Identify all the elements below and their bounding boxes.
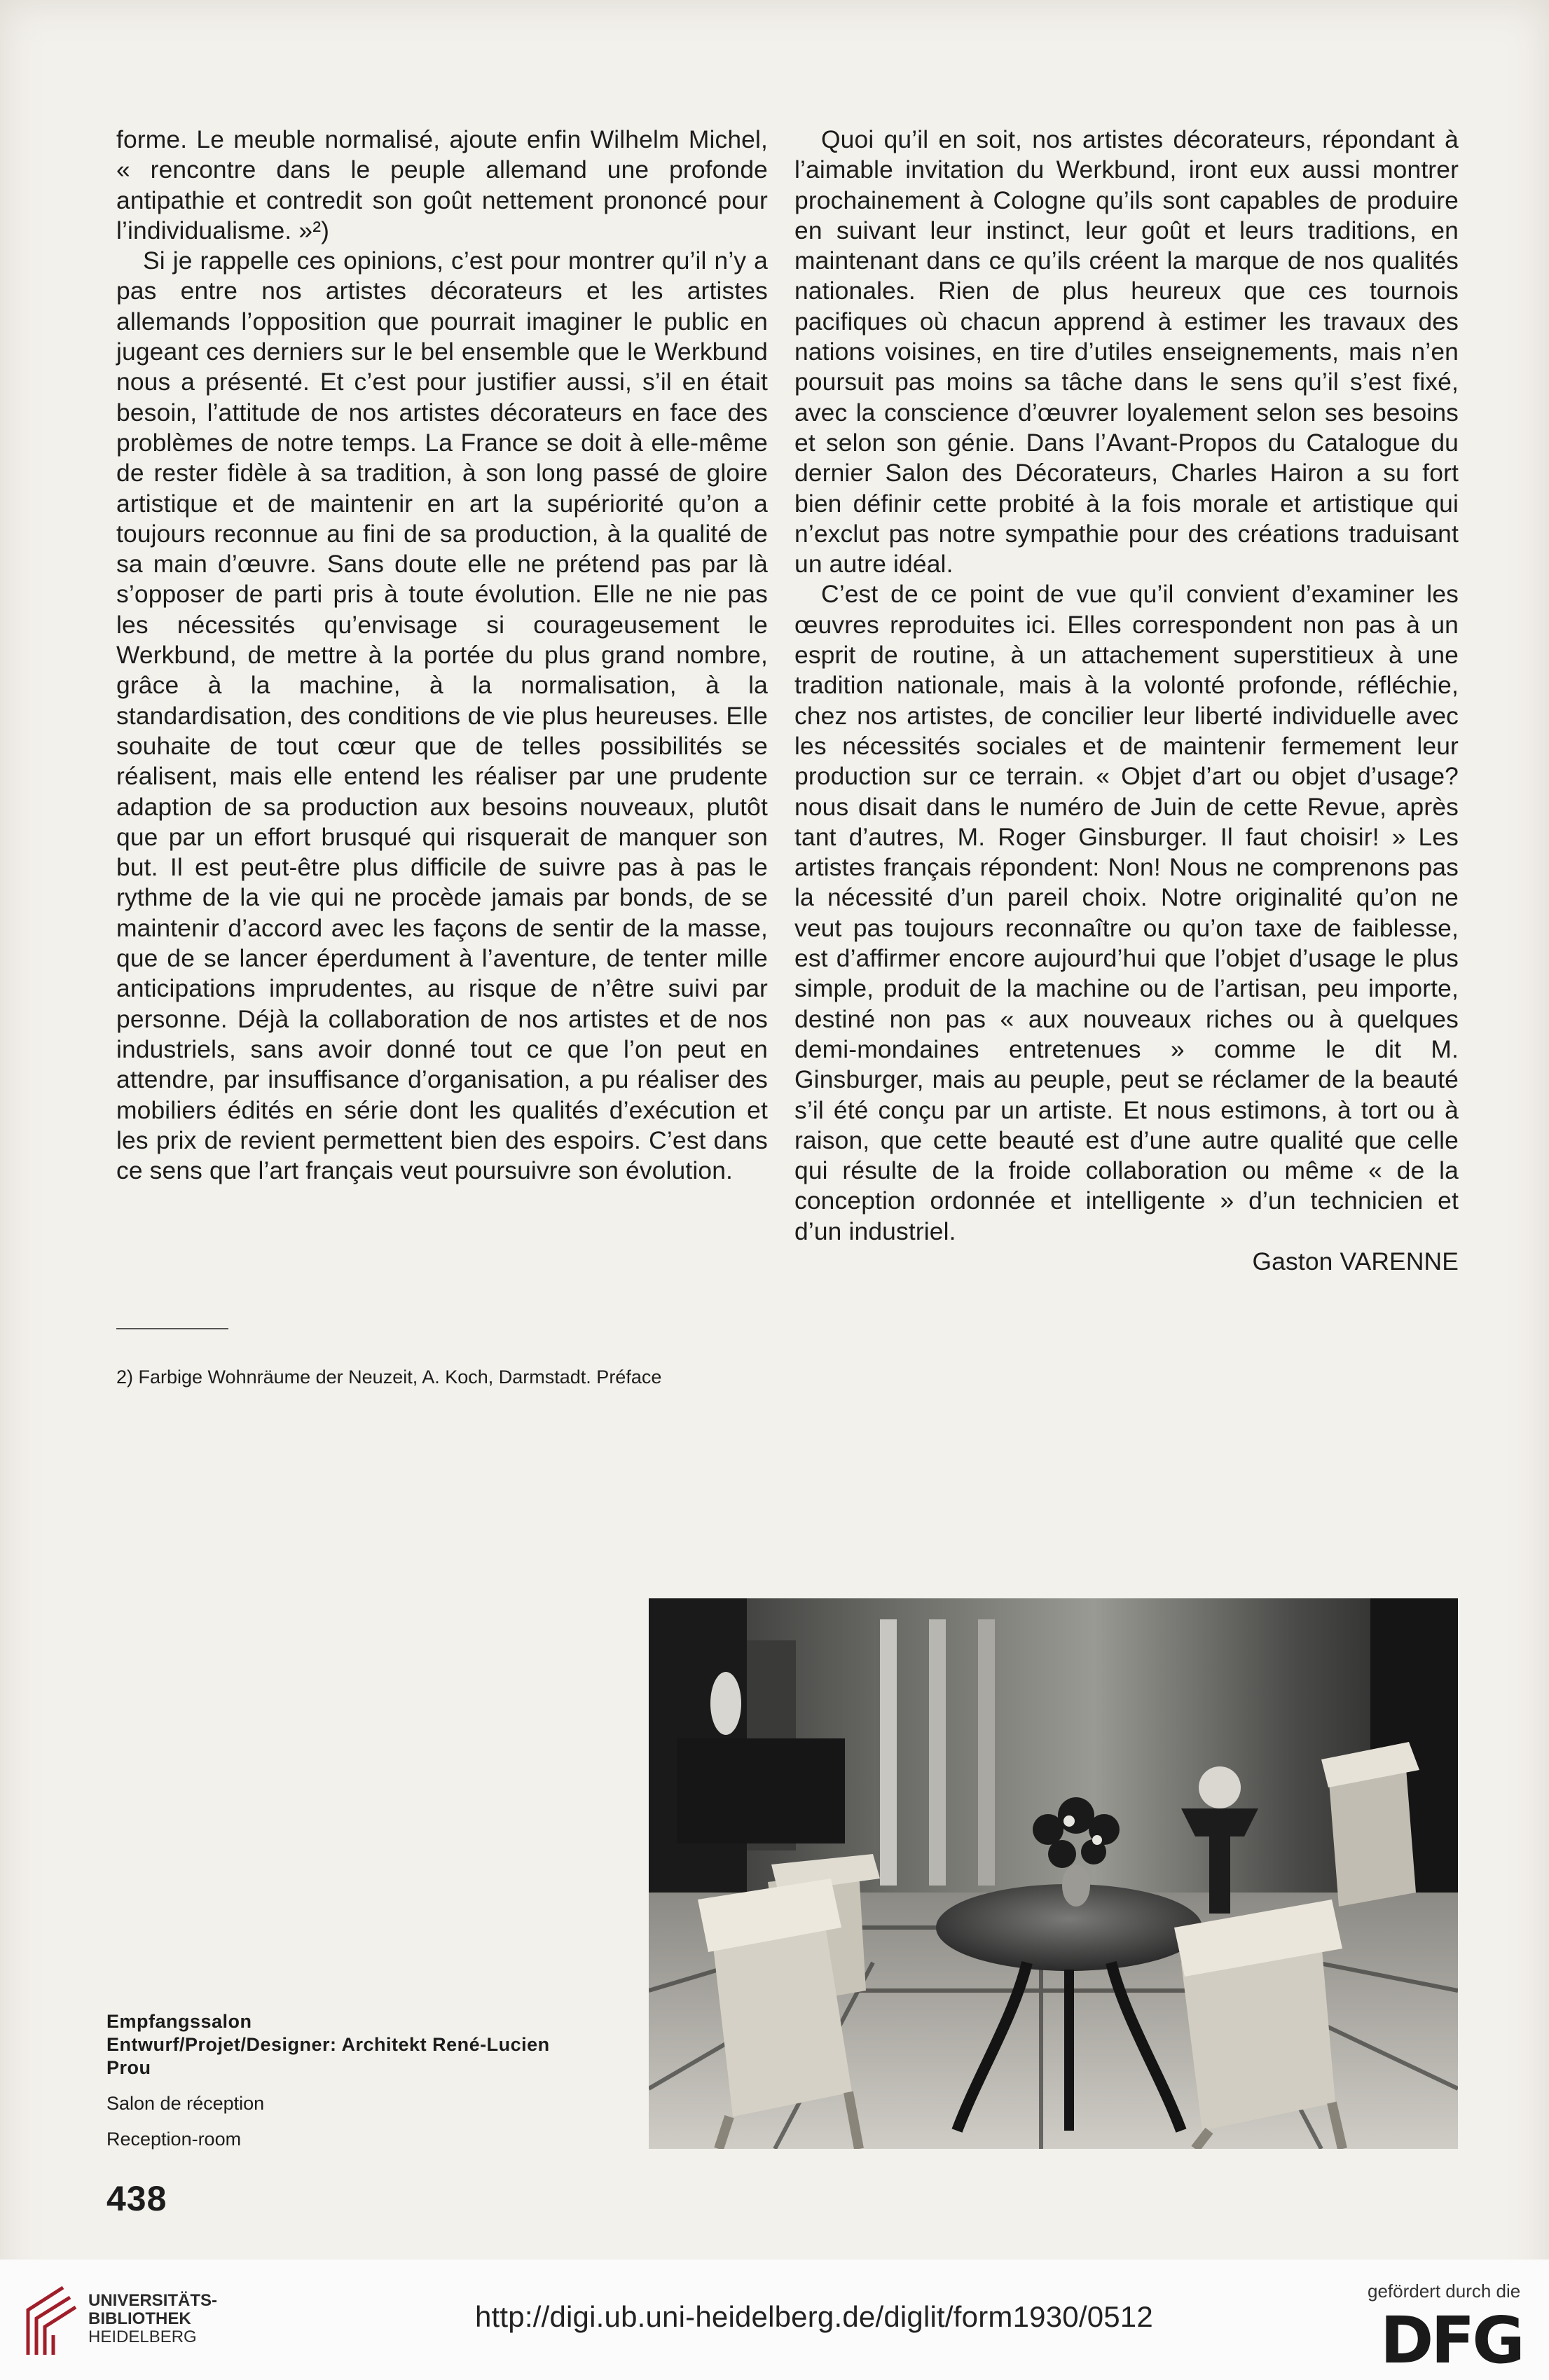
author-signature: Gaston VARENNE xyxy=(1252,1247,1459,1275)
figure-caption xyxy=(106,2010,597,2151)
funding-label: gefördert durch die xyxy=(1368,2281,1521,2302)
article-paragraph: Quoi qu’il en soit, nos artistes décorateurs, répondant à l’aimable invitation du Werkbund, iront eux aussi montrer prochainement à Cologne qu’ils sont capables de produire en suivant leur instinct, leur goût et leurs traditions, en maintenant dans ce qu’ils créent la marque de nos qualités nationales. Rien de plus heureux que ces tournois pacifiques où chacun apprend à estimer les travaux des nations voisines, en tire d’utiles enseignements, mais n’en poursuit pas moins sa tâche dans le sens qu’il s’est fixé, avec la conscience d’œuvrer loyalement selon ses besoins et selon son génie. Dans l’Avant-Propos du Catalogue du dernier Salon des Décorateurs, Charles Hairon a su fort bien définir cette probité à la fois morale et artistique qui n’exclut pas notre sympathie pour des créations traduisant un autre idéal. xyxy=(794,125,1459,579)
university-library-logo-icon xyxy=(14,2282,78,2359)
caption-french: Salon de réception xyxy=(106,2093,265,2114)
caption-designer: Entwurf/Projet/Designer: Architekt René-Lucien Prou xyxy=(106,2034,550,2078)
article-paragraph: C’est de ce point de vue qu’il convient d’examiner les œuvres reproduites ici. Elles correspondent non pas à un esprit de routine, à un attachement superstitieux à une tradition nationale, mais à la volonté profonde, réfléchie, chez nos artistes, de concilier leur liberté individuelle avec les nécessités sociales et de maintenir fermement leur production sur ce terrain. « Objet d’art ou objet d’usage? nous disait dans le numéro de Juin de cette Revue, après tant d’autres, M. Roger Ginsburger. Il faut choisir! » Les artistes français répondent: Non! Nous ne comprenons pas la nécessité d’un pareil choix. Notre originalité qu’on ne veut pas toujours reconnaître ou qu’on taxe de faiblesse, est d’affirmer encore aujourd’hui que l’objet d’usage le plus simple, produit de la machine ou de l’artisan, peu importe, destiné non pas « aux nouveaux riches ou à quelques demi-mondaines entretenues » comme le dit M. Ginsburger, mais au peuple, peut se réclamer de la beauté s’il été conçu par un artiste. Et nous estimons, à tort ou à raison, que cette beauté est d’une autre qualité que celle qui résulte de la froide collaboration ou même « de la conception ordonnée et intelligente » d’un technicien et d’un industriel. xyxy=(794,580,1459,1245)
library-name-line: UNIVERSITÄTS- xyxy=(88,2291,218,2310)
university-library-name xyxy=(88,2292,217,2346)
reception-room-illustration xyxy=(649,1598,1458,2149)
caption-english: Reception-room xyxy=(106,2129,242,2150)
reception-room-photograph xyxy=(649,1598,1458,2149)
footnote: 2) Farbige Wohnräume der Neuzeit, A. Koch, Darmstadt. Préface xyxy=(116,1367,662,1388)
article-paragraph: forme. Le meuble normalisé, ajoute enfin Wilhelm Michel, « rencontre dans le peuple allemand une profonde antipathie et contredit son goût nettement prononcé pour l’individualisme. »²) xyxy=(116,125,768,244)
caption-title: Empfangssalon xyxy=(106,2011,252,2032)
library-name-line: BIBLIOTHEK xyxy=(88,2309,191,2328)
dfg-logo: DFG xyxy=(1380,2303,1522,2378)
source-url-link[interactable]: http://digi.ub.uni-heidelberg.de/diglit/form1930/0512 xyxy=(475,2300,1153,2333)
article-column-left xyxy=(116,125,768,1186)
page-number: 438 xyxy=(106,2179,167,2218)
library-name-line: HEIDELBERG xyxy=(88,2327,197,2346)
footnote-divider xyxy=(116,1328,228,1329)
article-paragraph: Si je rappelle ces opinions, c’est pour montrer qu’il n’y a pas entre nos artistes décorateurs et les artistes allemands l’opposition que pourrait imaginer le public en jugeant ces derniers sur le bel ensemble que le Werkbund nous a présenté. Et c’est pour justifier aussi, s’il en était besoin, l’attitude de nos artistes décorateurs en face des problèmes de notre temps. La France se doit à elle-même de rester fidèle à sa tradition, à son long passé de gloire artistique et de maintenir en art la supériorité qu’on a toujours reconnue au fini de sa production, à la qualité de sa main d’œuvre. Sans doute elle ne prétend pas par là s’opposer de parti pris à toute évolution. Elle ne nie pas les nécessités qu’envisage si courageusement le Werkbund, de mettre à la portée du plus grand nombre, grâce à la machine, à la normalisation, à la standardisation, des conditions de vie plus heureuses. Elle souhaite de tout cœur que de telles possibilités se réalisent, mais elle entend les réaliser par une prudente adaption de sa production aux besoins nouveaux, plutôt que par un effort brusqué qui risquerait de manquer son but. Il est peut-être plus difficile de suivre pas à pas le rythme de la vie qui ne procède jamais par bonds, de se maintenir d’accord avec les façons de sentir de la masse, que de se lancer éperdument à l’aventure, de tenter mille anticipations imprudentes, au risque de n’être suivi par personne. Déjà la collaboration de nos artistes et de nos industriels, sans avoir donné tout ce que l’on peut en attendre, par insuffisance d’organisation, a pu réaliser des mobiliers édités en série dont les qualités d’exécution et les prix de revient permettent bien des espoirs. C’est dans ce sens que l’art français veut poursuivre son évolution. xyxy=(116,247,768,1185)
article-column-right xyxy=(794,125,1459,1277)
